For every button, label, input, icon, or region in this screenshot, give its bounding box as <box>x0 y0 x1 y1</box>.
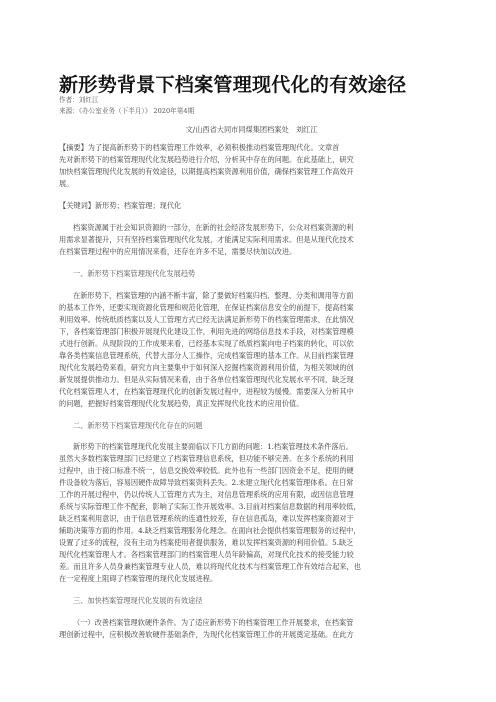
author-line: 作者：刘红江 <box>59 96 99 104</box>
abstract-line: 加快档案管理现代化发展的有效途径，以期提高档案资源利用价值，确保档案管理工作高效开 <box>59 167 354 176</box>
paragraph-line: 新形势下的档案管理现代化发展主要面临以下几方面的问题：1.档案管理技术条件落后。 <box>73 442 353 451</box>
abstract-line: 【摘要】为了提高新形势下的档案管理工作效率，必须积极推动档案管理现代化。文章首 <box>59 143 340 152</box>
paragraph-line: 虽然大多数档案管理部门已经建立了档案管理信息系统，但功能不够完善。在多个系统的利用 <box>59 454 354 463</box>
section-heading: 二、新形势下档案管理现代化存在的问题 <box>73 421 203 430</box>
paragraph-line: 的基本工作外，还要实现资源化管理和规范化管理，在保证档案信息安全的前提下，提高档案 <box>59 303 354 312</box>
paragraph-line: 过程中，由于接口标准不统一，信息交换效率较低。此外也有一些部门因资金不足，使用的硬 <box>59 466 354 475</box>
paragraph-line: 理创新过程中，应积极改善软硬件基础条件，为现代化档案管理工作的开展奠定基础。在此方 <box>59 630 354 639</box>
paragraph-line: 现代化发展趋势来看，研究方向主要集中于如何深入挖掘档案资源利用价值，为相关领域的创 <box>59 363 354 372</box>
paragraph-line: 在一定程度上阻碍了档案管理的现代化发展进程。 <box>59 574 218 583</box>
paragraph-line: 档案资源属于社会知识资源的一部分，在新的社会经济发展形势下，公众对档案资源的利 <box>73 223 354 232</box>
paragraph-line: 靠各类档案信息管理系统，代替大部分人工操作，完成档案管理的基本工作。从目前档案管理 <box>59 351 354 360</box>
source-line: 来源：《办公室业务（下半月）》 2020年第4期 <box>59 107 195 115</box>
paragraph-line: 工作的开展过程中，仍以传统人工管理方式为主，对信息管理系统的应用有限，或因信息管理 <box>59 490 354 499</box>
article-title: 新形势背景下档案管理现代化的有效途径 <box>59 74 407 96</box>
paragraph-line: 设置了过多的流程，没有主动为档案使用者提供服务，难以发挥档案资源的利用价值。5.缺乏 <box>59 538 354 547</box>
paragraph-line: 的问题，把握好档案管理现代化发展趋势，真正发挥现代化技术的应用价值。 <box>59 399 304 408</box>
keywords-line: 【关键词】新形势；档案管理；现代化 <box>59 201 182 210</box>
paragraph-line: 缺乏档案利用意识，由于信息管理系统的连通性较差，存在信息孤岛，难以发挥档案资源对于 <box>59 514 354 523</box>
paragraph-line: 在档案管理过程中的应用情况来看，还存在许多不足，需要尽快加以改进。 <box>59 247 297 256</box>
paragraph-line: 差。而且许多人员身兼档案管理专业人员，难以将现代化技术与档案管理工作有效结合起来，也 <box>59 562 361 571</box>
section-heading: 三、加快档案管理现代化发展的有效途径 <box>73 596 203 605</box>
paragraph-line: 代化档案管理人才，在档案管理现代化的创新发展过程中，进程较为缓慢。需要深入分析其中 <box>59 387 354 396</box>
paragraph-line: 下，各档案管理部门积极开展现代化建设工作，利用先进的网络信息技术手段，对档案管理模 <box>59 327 354 336</box>
paragraph-line: 新发展提供推动力。但是从实际情况来看，由于各单位档案管理现代化发展水平不同，缺乏现 <box>59 375 354 384</box>
paragraph-line: 在新形势下，档案管理的内涵不断丰富，除了要做好档案归档、整理、分类和调用等方面 <box>73 291 354 300</box>
paragraph-line: 用需求显著提升，只有坚持档案管理现代化发展，才能满足实际利用需求。但是从现代化技术 <box>59 235 354 244</box>
affiliation-line: 文/山西省大同市同煤集团档案处 刘红江 <box>185 125 318 134</box>
section-heading: 一、新形势下档案管理现代化发展趋势 <box>73 269 196 278</box>
abstract-line: 先对新形势下的档案管理现代化发展趋势进行介绍，分析其中存在的问题。在此基础上，研究 <box>59 155 354 164</box>
paragraph-line: （一）改善档案管理软硬件条件。为了适应新形势下的档案管理工作开展要求，在档案管 <box>73 618 354 627</box>
paragraph-line: 现代化档案管理人才。各档案管理部门的档案管理人员年龄偏高，对现代化技术的接受能力较 <box>59 550 354 559</box>
paragraph-line: 辅助决策等方面的作用。4.缺乏档案管理服务化理念。在面向社会提供档案管理服务的过程中， <box>59 526 361 535</box>
paragraph-line: 件设备较为落后，容易因硬件故障导致档案资料丢失。2.未建立现代化档案管理体系。在日常 <box>59 478 354 487</box>
paragraph-line: 式进行创新。从现阶段的工作成果来看，已经基本实现了纸质档案向电子档案的转化，可以依 <box>59 339 354 348</box>
abstract-line: 展。 <box>59 179 74 188</box>
paragraph-line: 利用效率。传统纸质档案以及人工管理方式已经无法满足新形势下的档案管理需求，在此情况 <box>59 315 354 324</box>
paragraph-line: 系统与实际管理工作不配套，影响了实际工作开展效率。3.目前对档案信息数据的利用率较低， <box>59 502 361 511</box>
